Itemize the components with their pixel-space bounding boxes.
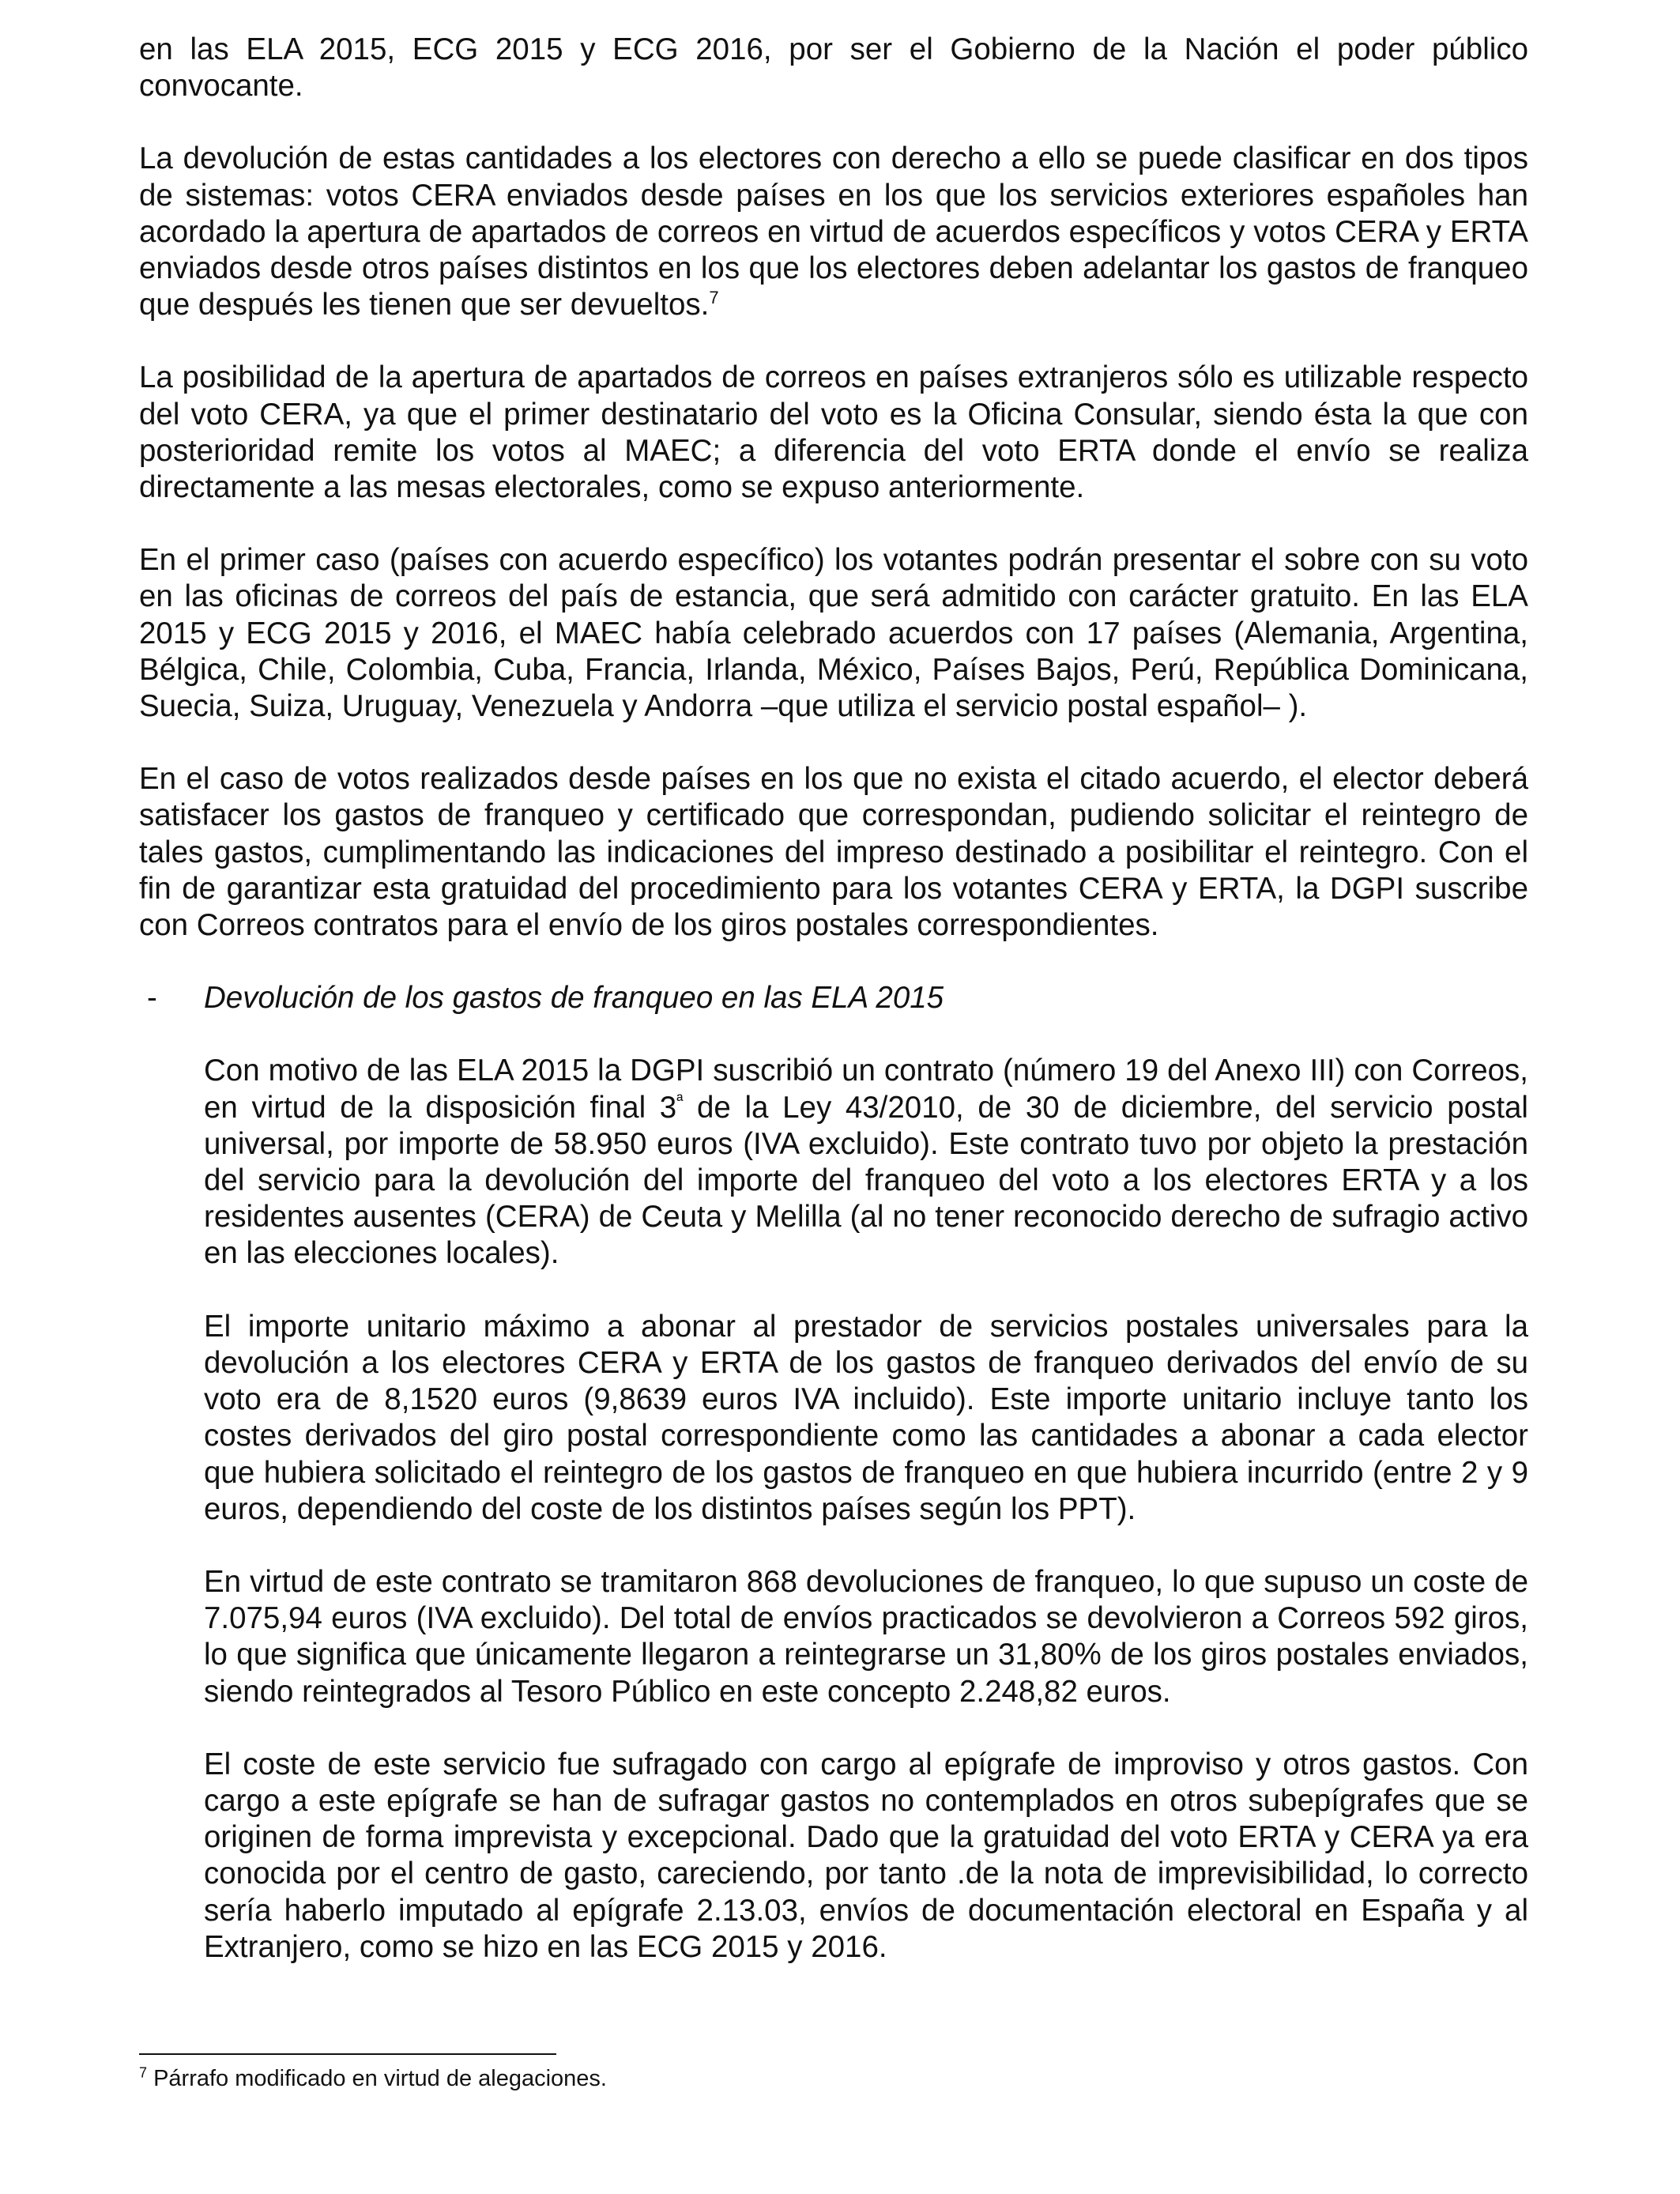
body-paragraph: La posibilidad de la apertura de apartados de correos en países extranjeros sólo es utilizable respecto del voto CERA, ya que el primer destinatario del voto es la Oficina Consular, siendo ésta la que con posterioridad remite los votos al MAEC; a diferencia del voto ERTA donde el envío se realiza directamente a las mesas electorales, como se expuso anteriormente. [139, 360, 1528, 505]
section-paragraph: El importe unitario máximo a abonar al prestador de servicios postales universales para la devolución a los electores CERA y ERTA de los gastos de franqueo derivados del envío de su voto era de 8,1520 euros (9,8639 euros IVA incluido). Este importe unitario incluye tanto los costes derivados del giro postal correspondiente como las cantidades a abonar a cada elector que hubiera solicitado el reintegro de los gastos de franqueo en que hubiera incurrido (entre 2 y 9 euros, dependiendo del coste de los distintos países según los PPT). [204, 1309, 1528, 1526]
section-paragraph [204, 1053, 1528, 1272]
paragraph-text: La devolución de estas cantidades a los electores con derecho a ello se puede clasificar en dos tipos de sistemas: votos CERA enviados desde países en los que los servicios exteriores españoles han acordado la apertura de apartados de correos en virtud de acuerdos específicos y votos CERA y ERTA enviados desde otros países distintos en los que los electores deben adelantar los gastos de franqueo que después les tienen que ser devueltos. [139, 141, 1528, 322]
document-page [139, 32, 1528, 2002]
footnote-reference[interactable]: 7 [709, 288, 719, 308]
ordinal-superscript: ª [676, 1090, 684, 1110]
section-paragraph: En virtud de este contrato se tramitaron 868 devoluciones de franqueo, lo que supuso un coste de 7.075,94 euros (IVA excluido). Del total de envíos practicados se devolvieron a Correos 592 giros, lo que significa que únicamente llegaron a reintegrarse un 31,80% de los giros postales enviados, siendo reintegrados al Tesoro Público en este concepto 2.248,82 euros. [204, 1564, 1528, 1709]
body-paragraph: En el primer caso (países con acuerdo específico) los votantes podrán presentar el sobre con su voto en las oficinas de correos del país de estancia, que será admitido con carácter gratuito. En las ELA 2015 y ECG 2015 y 2016, el MAEC había celebrado acuerdos con 17 países (Alemania, Argentina, Bélgica, Chile, Colombia, Cuba, Francia, Irlanda, México, Países Bajos, Perú, República Dominicana, Suecia, Suiza, Uruguay, Venezuela y Andorra –que utiliza el servicio postal español– ). [139, 543, 1528, 724]
body-paragraph: En el caso de votos realizados desde países en los que no exista el citado acuerdo, el elector deberá satisfacer los gastos de franqueo y certificado que correspondan, pudiendo solicitar el reintegro de tales gastos, cumplimentando las indicaciones del impreso destinado a posibilitar el reintegro. Con el fin de garantizar esta gratuidad del procedimiento para los votantes CERA y ERTA, la DGPI suscribe con Correos contratos para el envío de los giros postales correspondientes. [139, 762, 1528, 943]
section-paragraph: El coste de este servicio fue sufragado con cargo al epígrafe de improviso y otros gastos. Con cargo a este epígrafe se han de sufragar gastos no contemplados en otros subepígrafes que se originen de forma imprevista y excepcional. Dado que la gratuidad del voto ERTA y CERA ya era conocida por el centro de gasto, careciendo, por tanto .de la nota de imprevisibilidad, lo correcto sería haberlo imputado al epígrafe 2.13.03, envíos de documentación electoral en España y al Extranjero, como se hizo en las ECG 2015 y 2016. [204, 1747, 1528, 1964]
paragraph-text: Con motivo de las ELA 2015 la DGPI suscribió un contrato (número 19 del Anexo III) con Correos, en virtud de la disposición final 3 [204, 1054, 1528, 1125]
body-paragraph [139, 141, 1528, 323]
footnote [139, 2064, 607, 2093]
footnote-number: 7 [139, 2064, 148, 2081]
bullet-dash: - [147, 981, 157, 1016]
paragraph-text: de la Ley 43/2010, de 30 de diciembre, del servicio postal universal, por importe de 58.950 euros (IVA excluido). Este contrato tuvo por objeto la prestación del servicio para la devolución del importe del franqueo del voto a los electores ERTA y a los residentes ausentes (CERA) de Ceuta y Melilla (al no tener reconocido derecho de sufragio activo en las elecciones locales). [204, 1090, 1528, 1271]
section-heading [139, 980, 1528, 1016]
body-paragraph: en las ELA 2015, ECG 2015 y ECG 2016, por ser el Gobierno de la Nación el poder público convocante. [139, 32, 1528, 104]
section-title: Devolución de los gastos de franqueo en las ELA 2015 [204, 981, 944, 1016]
footnote-separator [139, 2053, 556, 2055]
footnote-text: Párrafo modificado en virtud de alegaciones. [147, 2066, 607, 2091]
